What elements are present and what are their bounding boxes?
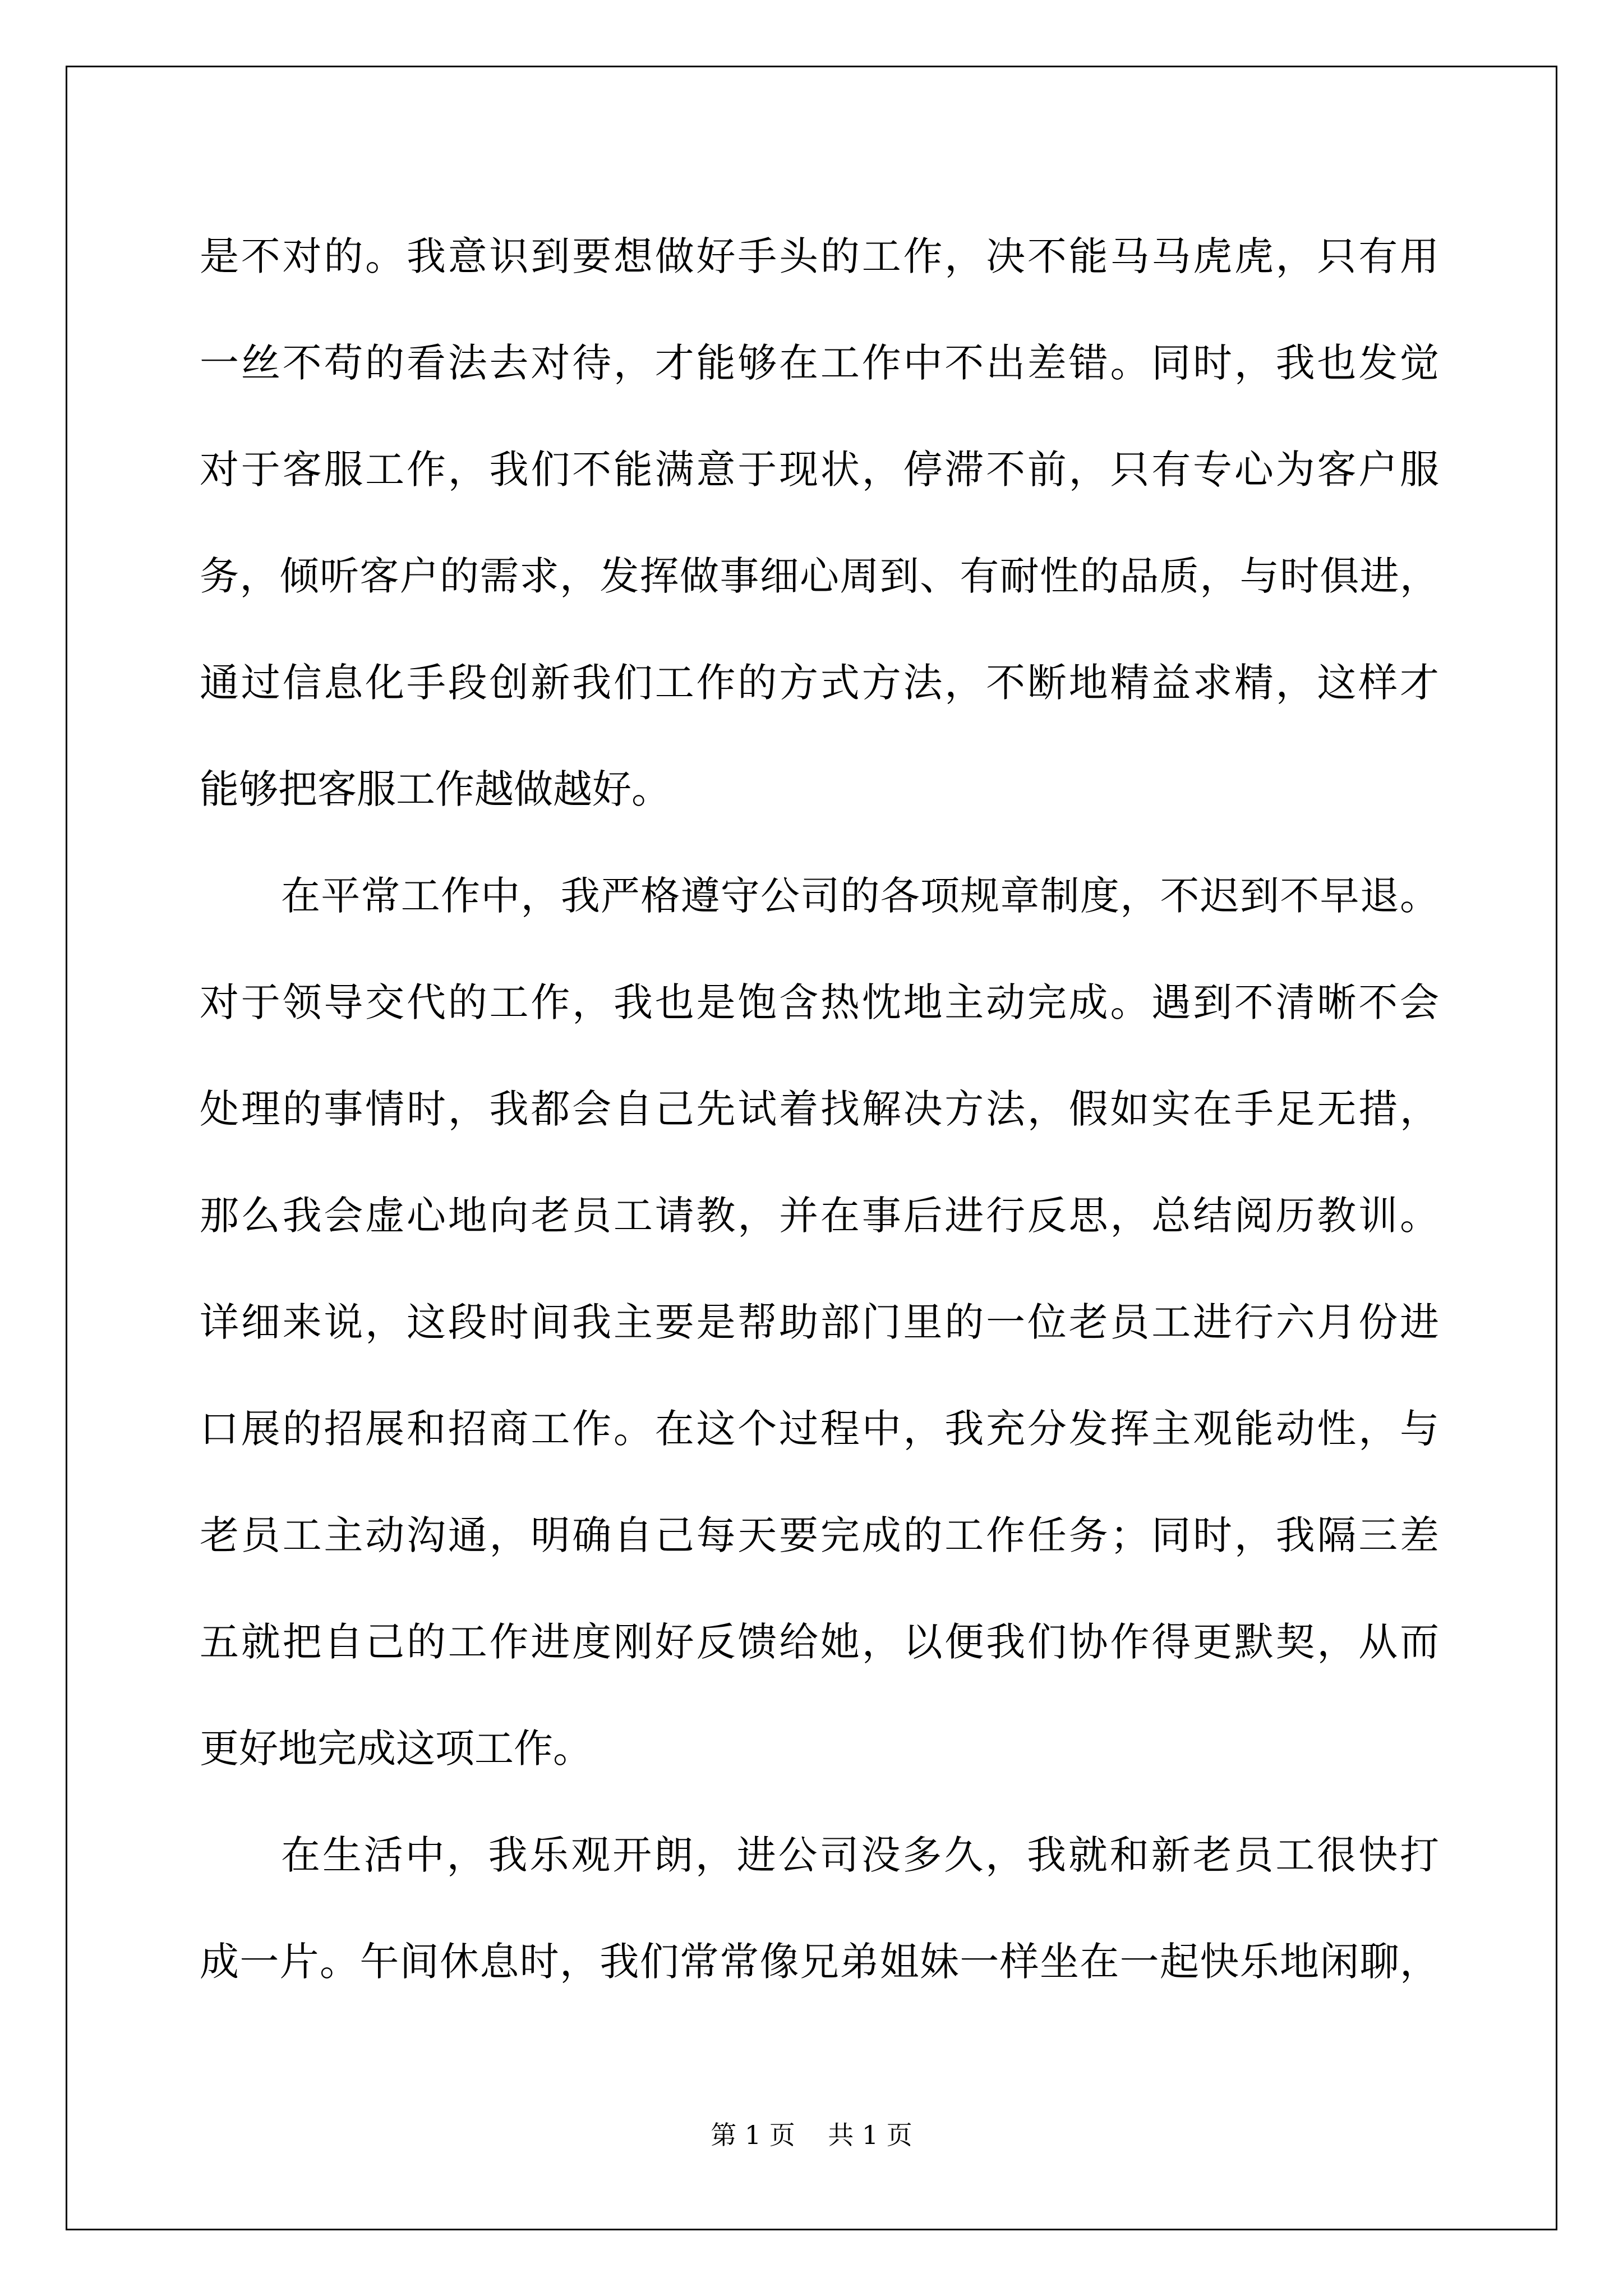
document-body xyxy=(200,203,1439,2015)
page-footer: 第 1 页 共 1 页 xyxy=(711,2120,912,2150)
text-line: 对于客服工作，我们不能满意于现状，停滞不前，只有专心为客户服 xyxy=(200,447,1439,493)
text-line: 详细来说，这段时间我主要是帮助部门里的一位老员工进行六月份进 xyxy=(200,1299,1439,1345)
text-line: 那么我会虚心地向老员工请教，并在事后进行反思，总结阅历教训。 xyxy=(200,1193,1439,1239)
text-line: 成一片。午间休息时，我们常常像兄弟姐妹一样坐在一起快乐地闲聊， xyxy=(200,1939,1439,1985)
text-line: 更好地完成这项工作。 xyxy=(200,1726,592,1772)
paragraph-first-line: 在生活中，我乐观开朗，进公司没多久，我就和新老员工很快打 xyxy=(281,1832,1439,1878)
text-line: 通过信息化手段创新我们工作的方式方法，不断地精益求精，这样才 xyxy=(200,660,1439,706)
text-line: 口展的招展和招商工作。在这个过程中，我充分发挥主观能动性，与 xyxy=(200,1406,1439,1452)
paragraph-first-line: 在平常工作中，我严格遵守公司的各项规章制度，不迟到不早退。 xyxy=(281,873,1439,919)
text-line: 对于领导交代的工作，我也是饱含热忱地主动完成。遇到不清晰不会 xyxy=(200,979,1439,1025)
text-line: 老员工主动沟通，明确自己每天要完成的工作任务；同时，我隔三差 xyxy=(200,1512,1439,1558)
text-line: 能够把客服工作越做越好。 xyxy=(200,766,671,812)
text-line: 一丝不苟的看法去对待，才能够在工作中不出差错。同时，我也发觉 xyxy=(200,340,1439,386)
text-line: 五就把自己的工作进度刚好反馈给她，以便我们协作得更默契，从而 xyxy=(200,1619,1439,1665)
text-line: 是不对的。我意识到要想做好手头的工作，决不能马马虎虎，只有用 xyxy=(200,233,1439,279)
text-line: 务，倾听客户的需求，发挥做事细心周到、有耐性的品质，与时俱进， xyxy=(200,553,1439,599)
text-line: 处理的事情时，我都会自己先试着找解决方法，假如实在手足无措， xyxy=(200,1086,1439,1132)
